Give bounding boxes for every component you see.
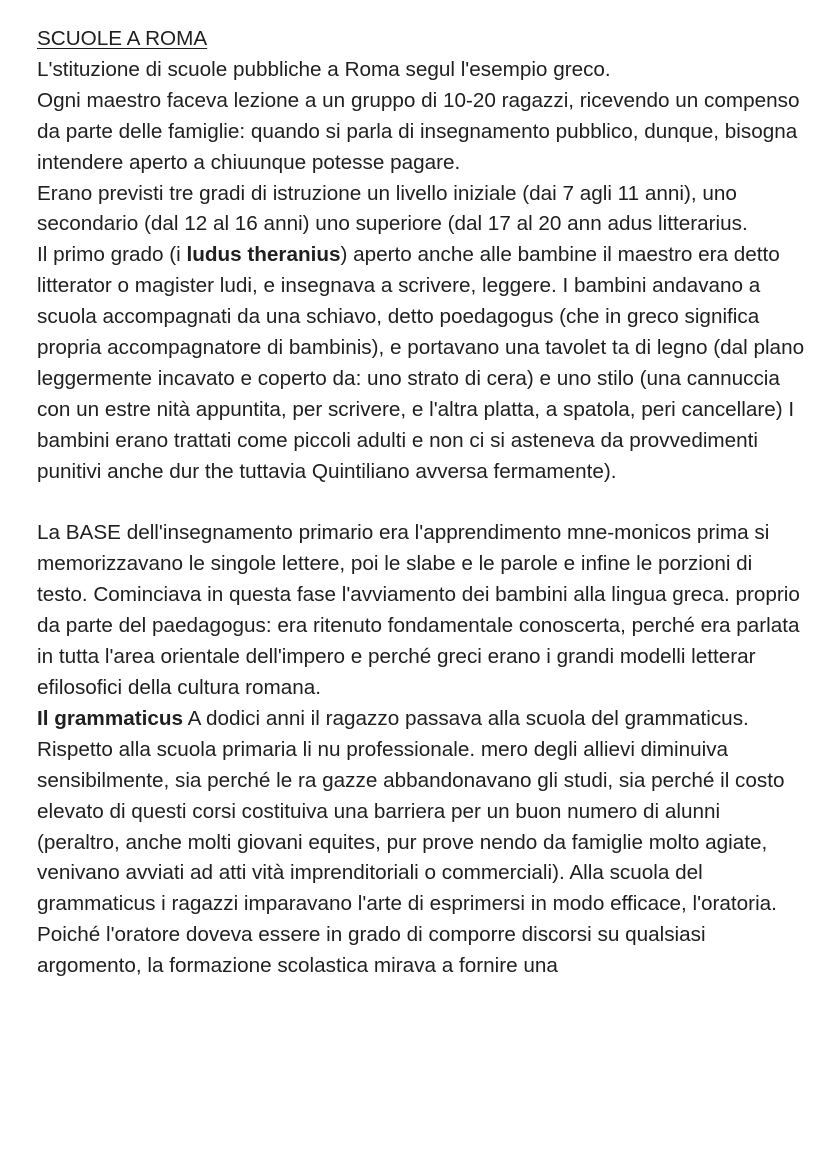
paragraph-primo-grado	[37, 240, 807, 487]
document-title: SCUOLE A ROMA	[37, 27, 208, 50]
primo-grado-text: ) aperto anche alle bambine il maestro era detto litterator o magister ludi, e insegnava a scrivere, leggere. I bambini andavano a scuola accompagnati da una schiavo, detto poedagogus (che in greco significa propria accompagnatore di bambinis), e portavano una tavolet ta di legno (dal plano leggermente incavato e coperto da: uno strato di cera) e uno stilo (una cannuccia con un estre nità appuntita, per scrivere, e l'altra platta, a spatola, peri cancellare) I bambini erano trattati come piccoli adulti e non ci si asteneva da provvedimenti punitivi anche dur the tuttavia Quintiliano avversa fermamente).	[37, 243, 805, 483]
grammaticus-heading: Il grammaticus	[37, 706, 184, 730]
primo-grado-lead: Il primo grado (i	[37, 243, 187, 267]
grammaticus-text: A dodici anni il ragazzo passava alla scuola del grammaticus. Rispetto alla scuola primaria li nu professionale. mero degli allievi diminuiva sensibilmente, sia perché le ra gazze abbandonavano gli studi, sia perché il costo elevato di questi corsi costituiva una barriera per un buon numero di alunni (peraltro, anche molti giovani equites, pur prove nendo da famiglie molto agiate, venivano avviati ad atti vità imprenditoriali o commerciali). Alla scuola del grammaticus i ragazzi imparavano l'arte di esprimersi in modo efficace, l'oratoria. Poiché l'oratore doveva essere in grado di comporre discorsi su qualsiasi argomento, la formazione scolastica mirava a fornire una	[37, 706, 785, 978]
ludus-theranius-term: ludus theranius	[186, 243, 341, 267]
document-page	[37, 24, 807, 982]
paragraph-spacer	[37, 488, 807, 519]
paragraph-intro: L'stituzione di scuole pubbliche a Roma segul l'esempio greco.	[37, 57, 611, 81]
paragraph-gradi: Erano previsti tre gradi di istruzione un livello iniziale (dai 7 agli 11 anni), uno secondario (dal 12 al 16 anni) uno superiore (dal 17 al 20 ann adus litterarius.	[37, 181, 748, 236]
paragraph-maestro: Ogni maestro faceva lezione a un gruppo di 10-20 ragazzi, ricevendo un compenso da parte delle famiglie: quando si parla di insegnamento pubblico, dunque, bisogna intendere aperto a chiuunque potesse pagare.	[37, 88, 800, 174]
paragraph-base: La BASE dell'insegnamento primario era l'apprendimento mne-monicos prima si memorizzavano le singole lettere, poi le slabe e le parole e infine le porzioni di testo. Cominciava in questa fase l'avviamento dei bambini alla lingua greca. proprio da parte del paedagogus: era ritenuto fondamentale conoscerta, perché era parlata in tutta l'area orientale dell'impero e perché greci erano i grandi modelli letterar efilosofici della cultura romana.	[37, 521, 800, 700]
paragraph-grammaticus	[37, 704, 807, 982]
